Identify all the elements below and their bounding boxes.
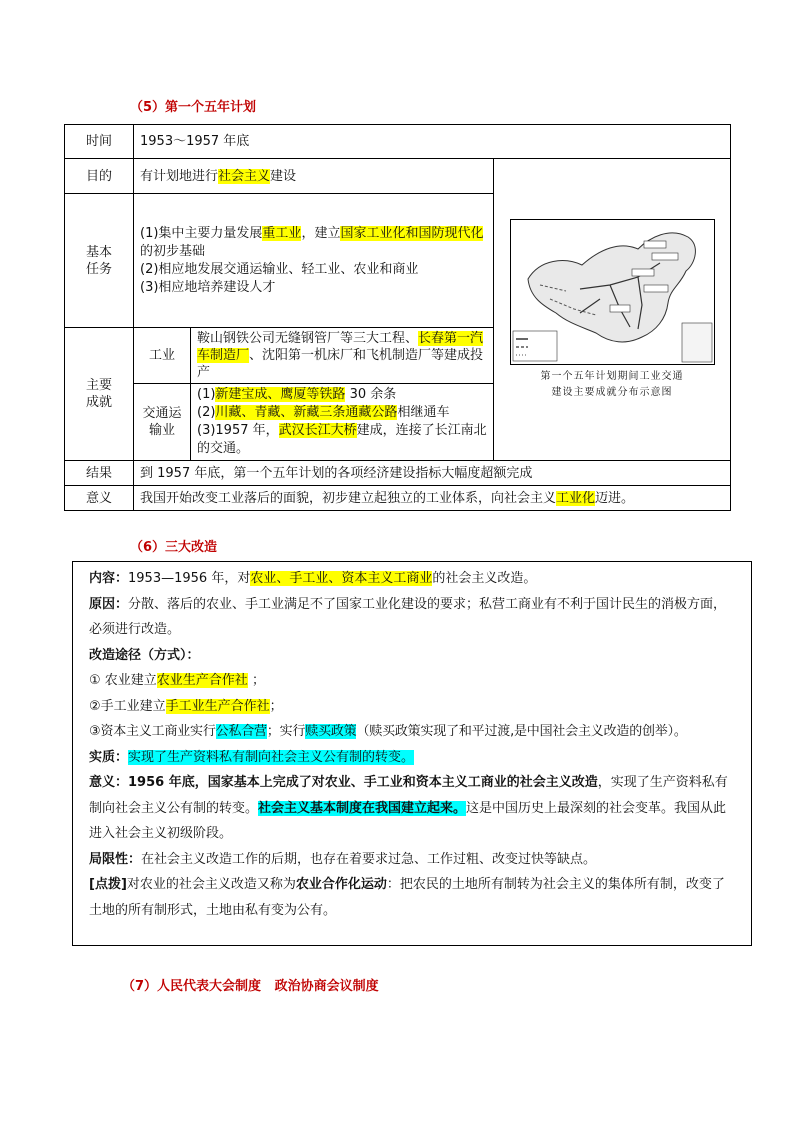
five-year-plan-table <box>64 124 731 511</box>
purpose-value: 有计划地进行社会主义建设 <box>134 159 494 194</box>
meaning-value: 我国开始改变工业落后的面貌，初步建立起独立的工业体系，向社会主义工业化迈进。 <box>134 486 731 511</box>
row-purpose <box>65 159 731 194</box>
tasks-value: (1)集中主要力量发展重工业，建立国家工业化和国防现代化的初步基础 (2)相应地发展交通运输业、轻工业、农业和商业 (3)相应地培养建设人才 <box>134 194 494 328</box>
label-box <box>644 285 668 292</box>
time-value: 1953～1957 年底 <box>134 125 731 159</box>
section5-heading: （5）第一个五年计划 <box>130 100 257 115</box>
section7-heading: （7）人民代表大会制度 政治协商会议制度 <box>122 979 379 994</box>
limit-para: 局限性：在社会主义改造工作的后期，也存在着要求过急、工作过粗、改变过快等缺点。 <box>89 851 597 867</box>
section6-heading: （6）三大改造 <box>130 540 218 555</box>
map-caption: 第一个五年计划期间工业交通 建设主要成就分布示意图 <box>540 370 684 398</box>
result-label: 结果 <box>65 461 134 486</box>
way-1: ① 农业建立农业生产合作社 ； <box>89 673 265 688</box>
meaning-label: 意义 <box>65 486 134 511</box>
row-time <box>65 125 731 159</box>
purpose-label: 目的 <box>65 159 134 194</box>
essence-para: 实质：实现了生产资料私有制向社会主义公有制的转变。 <box>89 749 415 765</box>
row-result <box>65 461 731 486</box>
tip-para: [点拨]对农业的社会主义改造又称为农业合作化运动：把农民的土地所有制转为社会主义的集体所有制，改变了土地的所有制形式，土地由私有变为公有。 <box>89 877 725 918</box>
three-reforms-box <box>72 561 752 946</box>
label-box <box>632 269 654 276</box>
way-3: ③资本主义工商业实行公私合营；实行赎买政策（赎买政策实现了和平过渡,是中国社会主义改造的创举）。 <box>89 724 687 739</box>
content-para: 内容：1953—1956 年，对农业、手工业、资本主义工商业的社会主义改造。 <box>89 571 537 586</box>
inset-map <box>682 323 712 362</box>
time-label: 时间 <box>65 125 134 159</box>
ways-label: 改造途径（方式）： <box>89 647 200 663</box>
meaning-para: 意义：1956 年底，国家基本上完成了对农业、手工业和资本主义工商业的社会主义改造，实现了生产资料私有制向社会主义公有制的转变。社会主义基本制度在我国建立起来。这是中国历史上最深刻的社会变革。我国从此进入社会主义初级阶段。 <box>89 775 728 841</box>
achievements-label: 主要 成就 <box>65 328 134 461</box>
row-meaning <box>65 486 731 511</box>
industry-value: 鞍山钢铁公司无缝钢管厂等三大工程、长春第一汽车制造厂、沈阳第一机床厂和飞机制造厂等建成投产 <box>191 328 494 384</box>
industry-label: 工业 <box>134 328 191 384</box>
transport-label: 交通运 输业 <box>134 384 191 461</box>
tasks-label: 基本 任务 <box>65 194 134 328</box>
legend-box <box>513 331 557 361</box>
reason-para: 原因：分散、落后的农业、手工业满足不了国家工业化建设的要求；私营工商业有不利于国计民生的消极方面，必须进行改造。 <box>89 596 727 637</box>
map-cell <box>494 159 731 461</box>
label-box <box>652 253 678 260</box>
label-box <box>644 241 666 248</box>
transport-value: (1)新建宝成、鹰厦等铁路 30 余条 (2)川藏、青藏、新藏三条通藏公路相继通车 (3)1957 年，武汉长江大桥建成，连接了长江南北的交通。 <box>191 384 494 461</box>
result-value: 到 1957 年底，第一个五年计划的各项经济建设指标大幅度超额完成 <box>134 461 731 486</box>
way-2: ②手工业建立手工业生产合作社； <box>89 698 283 714</box>
china-map-image <box>510 219 715 365</box>
label-box <box>610 305 630 312</box>
